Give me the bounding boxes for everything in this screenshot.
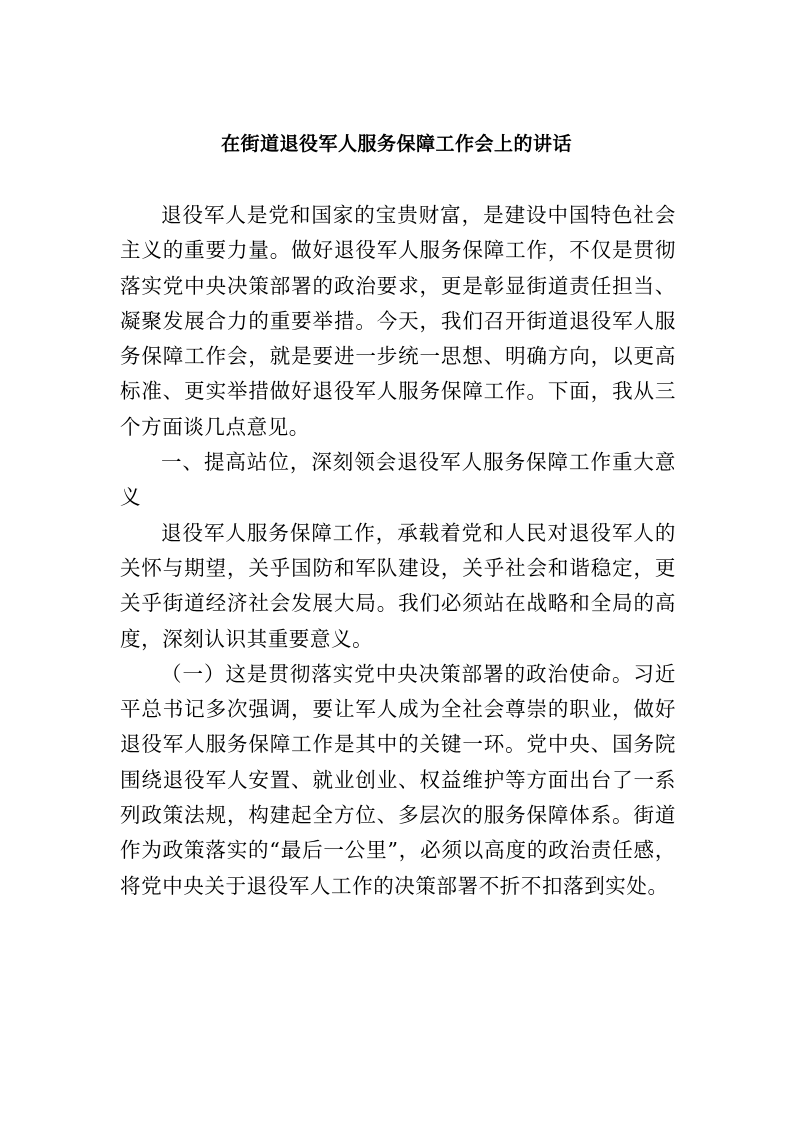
document-body [120, 198, 676, 904]
paragraph-section-1: 退役军人服务保障工作，承载着党和人民对退役军人的关怀与期望，关乎国防和军队建设，关乎社会和谐稳定，更关乎街道经济社会发展大局。我们必须站在战略和全局的高度，深刻认识其重要意义。 [120, 520, 676, 651]
section-heading-1: 一、提高站位，深刻领会退役军人服务保障工作重大意义 [120, 450, 676, 510]
paragraph-subsection-1: （一）这是贯彻落实党中央决策部署的政治使命。习近平总书记多次强调，要让军人成为全社会尊崇的职业，做好退役军人服务保障工作是其中的关键一环。党中央、国务院围绕退役军人安置、就业创业、权益维护等方面出台了一系列政策法规，构建起全方位、多层次的服务保障体系。街道作为政策落实的“最后一公里”，必须以高度的政治责任感，将党中央关于退役军人工作的决策部署不折不扣落到实处。 [120, 661, 676, 898]
document-title: 在街道退役军人服务保障工作会上的讲话 [220, 133, 572, 155]
paragraph-intro: 退役军人是党和国家的宝贵财富，是建设中国特色社会主义的重要力量。做好退役军人服务保障工作，不仅是贯彻落实党中央决策部署的政治要求，更是彰显街道责任担当、凝聚发展合力的重要举措。今天，我们召开街道退役军人服务保障工作会，就是要进一步统一思想、明确方向，以更高标准、更实举措做好退役军人服务保障工作。下面，我从三个方面谈几点意见。 [120, 203, 676, 439]
